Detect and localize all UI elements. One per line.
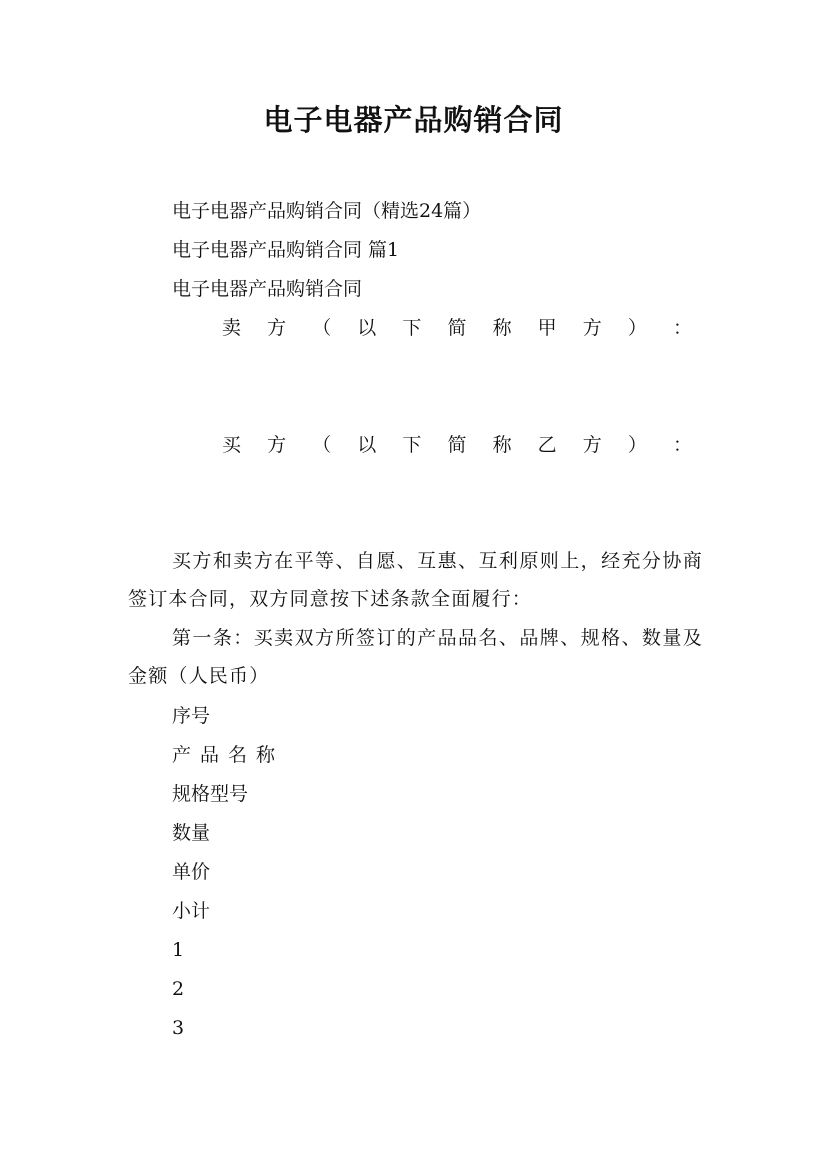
buyer-char: ） <box>627 434 647 456</box>
seller-char: 称 <box>492 317 512 339</box>
table-header-quantity: 数量 <box>172 822 211 844</box>
buyer-char: （ <box>312 434 332 456</box>
table-header-subtotal: 小计 <box>172 900 211 922</box>
seller-char: （ <box>312 317 332 339</box>
row-number: 2 <box>172 978 185 1000</box>
seller-char: 甲 <box>537 317 557 339</box>
seller-char: 以 <box>357 317 377 339</box>
buyer-char: 称 <box>492 434 512 456</box>
table-header-product-name: 产品名称 <box>172 744 285 766</box>
intro-line-1: 电子电器产品购销合同（精选24篇） <box>172 200 482 222</box>
intro-line-2: 电子电器产品购销合同 篇1 <box>172 239 400 261</box>
buyer-char: 乙 <box>537 434 557 456</box>
table-header-serial: 序号 <box>172 705 211 727</box>
buyer-char: 买 <box>222 434 242 456</box>
seller-char: 方 <box>582 317 602 339</box>
seller-char: ： <box>672 317 692 339</box>
seller-char: 简 <box>447 317 467 339</box>
buyer-label <box>222 433 692 457</box>
row-number: 1 <box>172 939 185 961</box>
paragraph-article-1: 第一条：买卖双方所签订的产品品名、品牌、规格、数量及金额（人民币） <box>128 627 703 687</box>
seller-char: 卖 <box>222 317 242 339</box>
table-header-spec-model: 规格型号 <box>172 783 249 805</box>
buyer-char: 下 <box>402 434 422 456</box>
buyer-char: 方 <box>267 434 287 456</box>
seller-label <box>222 316 692 340</box>
seller-char: 下 <box>402 317 422 339</box>
intro-line-3: 电子电器产品购销合同 <box>172 278 363 300</box>
buyer-char: 简 <box>447 434 467 456</box>
seller-char: 方 <box>267 317 287 339</box>
paragraph-agreement: 买方和卖方在平等、自愿、互惠、互利原则上，经充分协商签订本合同，双方同意按下述条款全面履行： <box>128 550 703 610</box>
document-title: 电子电器产品购销合同 <box>263 103 564 137</box>
buyer-char: ： <box>672 434 692 456</box>
seller-char: ） <box>627 317 647 339</box>
row-number: 3 <box>172 1017 185 1039</box>
buyer-char: 以 <box>357 434 377 456</box>
buyer-char: 方 <box>582 434 602 456</box>
table-header-unit-price: 单价 <box>172 861 211 883</box>
